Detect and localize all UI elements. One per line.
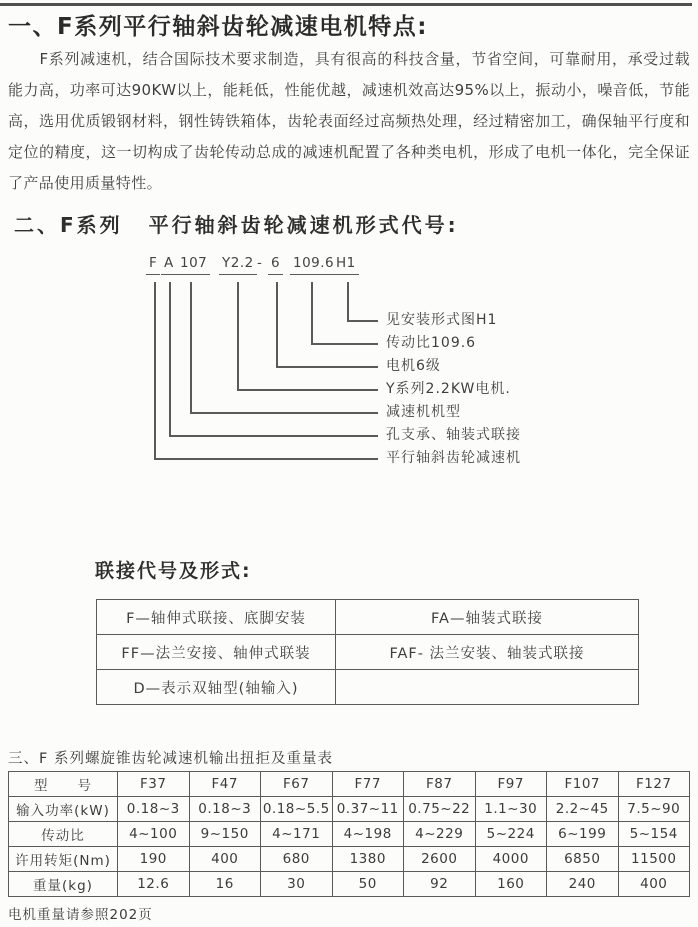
table-cell: 5~224 <box>475 822 547 847</box>
table-cell: 11500 <box>618 847 690 872</box>
connection-codes-table <box>96 599 639 705</box>
page-top-rule <box>0 3 692 6</box>
code-part-A: A <box>161 256 177 275</box>
table-cell: FF—法兰安接、轴伸式联装 <box>97 635 336 670</box>
table-cell: 30 <box>261 872 333 897</box>
connector-line <box>237 389 378 391</box>
table-cell: 4~100 <box>118 822 190 847</box>
table-cell: 240 <box>547 872 619 897</box>
model-cell: F67 <box>261 772 333 797</box>
connector-line <box>311 343 378 345</box>
table-cell: 16 <box>189 872 261 897</box>
table-cell: 190 <box>118 847 190 872</box>
code-label-frame: 减速机机型 <box>386 404 461 420</box>
code-part-6: 6 <box>268 256 283 275</box>
model-cell: F107 <box>547 772 619 797</box>
code-label-ratio: 传动比109.6 <box>386 335 477 351</box>
model-cell: F37 <box>118 772 190 797</box>
code-label-series: 平行轴斜齿轮减速机 <box>386 450 521 466</box>
table-row <box>97 600 639 635</box>
code-part-H1: H1 <box>333 256 359 275</box>
code-part-Y22: Y2.2 <box>219 256 257 275</box>
table-cell: 50 <box>332 872 404 897</box>
code-label-shaft-mount: 孔支承、轴装式联接 <box>386 427 521 443</box>
table-row <box>97 670 639 705</box>
model-code-diagram <box>0 256 698 472</box>
connector-line <box>190 412 378 414</box>
connector-line <box>154 458 378 460</box>
output-torque-weight-table <box>8 771 690 897</box>
connector-line <box>347 282 349 320</box>
connector-line <box>276 366 378 368</box>
table-row <box>9 797 690 822</box>
model-cell: F97 <box>475 772 547 797</box>
table-row <box>9 847 690 872</box>
table-cell: 1380 <box>332 847 404 872</box>
code-part-109-6: 109.6 <box>290 256 337 275</box>
table-cell: 12.6 <box>118 872 190 897</box>
model-header-cell: 型 号 <box>9 772 118 797</box>
table-cell: 4000 <box>475 847 547 872</box>
table-cell: 5~154 <box>618 822 690 847</box>
model-cell: F47 <box>189 772 261 797</box>
table-cell: FA—轴装式联接 <box>336 600 639 635</box>
connector-line <box>190 282 192 412</box>
code-part-dash: - <box>257 255 263 271</box>
table-cell: 4~171 <box>261 822 333 847</box>
connector-line <box>347 320 378 322</box>
table-cell: 2600 <box>404 847 476 872</box>
code-label-poles: 电机6级 <box>386 358 441 374</box>
connection-codes-heading: 联接代号及形式: <box>95 560 252 582</box>
model-cell: F87 <box>404 772 476 797</box>
connector-line <box>169 282 171 435</box>
code-part-107: 107 <box>177 256 210 275</box>
table-cell: 6850 <box>547 847 619 872</box>
table-cell: F—轴伸式联接、底脚安装 <box>97 600 336 635</box>
connector-line <box>169 435 378 437</box>
table-cell: 400 <box>189 847 261 872</box>
model-cell: F127 <box>618 772 690 797</box>
table-cell: 4~198 <box>332 822 404 847</box>
table-header-row <box>9 772 690 797</box>
code-part-F: F <box>146 256 160 275</box>
table-cell: 0.75~22 <box>404 797 476 822</box>
table-row <box>9 872 690 897</box>
row-label-cell: 重量(kg) <box>9 872 118 897</box>
row-label-cell: 传动比 <box>9 822 118 847</box>
section3-heading: 三、F 系列螺旋锥齿轮减速机输出扭拒及重量表 <box>8 751 333 767</box>
table-cell <box>336 670 639 705</box>
table-cell: D—表示双轴型(轴输入) <box>97 670 336 705</box>
code-label-mounting: 见安装形式图H1 <box>386 312 498 328</box>
section1-paragraph: F系列减速机，结合国际技术要求制造，具有很高的科技含量，节省空间，可靠耐用，承受过载能力高，功率可达90KW以上，能耗低，性能优越，减速机效高达95%以上，振动小，噪音低，节能高，选用优质锻钢材料，钢性铸铁箱体，齿轮表面经过高频热处理，经过精密加工，确保轴平行度和定位的精度，这一切构成了齿轮传动总成的减速机配置了各种类电机，形成了电机一体化，完全保证了产品使用质量特性。 <box>8 50 690 192</box>
table-cell: 0.18~3 <box>189 797 261 822</box>
table-cell: 9~150 <box>189 822 261 847</box>
connector-line <box>237 282 239 389</box>
row-label-cell: 许用转矩(Nm) <box>9 847 118 872</box>
connector-line <box>154 282 156 458</box>
table-cell: 1.1~30 <box>475 797 547 822</box>
table-cell: 160 <box>475 872 547 897</box>
section1-heading: 一、F系列平行轴斜齿轮减速电机特点: <box>8 14 428 40</box>
table-cell: 4~229 <box>404 822 476 847</box>
code-label-motor: Y系列2.2KW电机. <box>386 381 511 397</box>
section2-heading-rest: 平行轴斜齿轮减速机形式代号: <box>148 213 459 237</box>
table-cell: 6~199 <box>547 822 619 847</box>
table-cell: 400 <box>618 872 690 897</box>
table-cell: 7.5~90 <box>618 797 690 822</box>
table-row <box>97 635 639 670</box>
table-cell: 0.18~3 <box>118 797 190 822</box>
motor-weight-footnote: 电机重量请参照202页 <box>8 907 153 923</box>
section2-heading <box>14 209 459 238</box>
model-cell: F77 <box>332 772 404 797</box>
table-cell: 0.37~11 <box>332 797 404 822</box>
section2-heading-prefix: 二、F系列 <box>14 213 123 237</box>
table-cell: 92 <box>404 872 476 897</box>
table-cell: 2.2~45 <box>547 797 619 822</box>
table-cell: 0.18~5.5 <box>261 797 333 822</box>
table-cell: 680 <box>261 847 333 872</box>
connector-line <box>311 282 313 343</box>
connector-line <box>276 282 278 366</box>
row-label-cell: 输入功率(kW) <box>9 797 118 822</box>
table-cell: FAF- 法兰安装、轴装式联接 <box>336 635 639 670</box>
table-row <box>9 822 690 847</box>
